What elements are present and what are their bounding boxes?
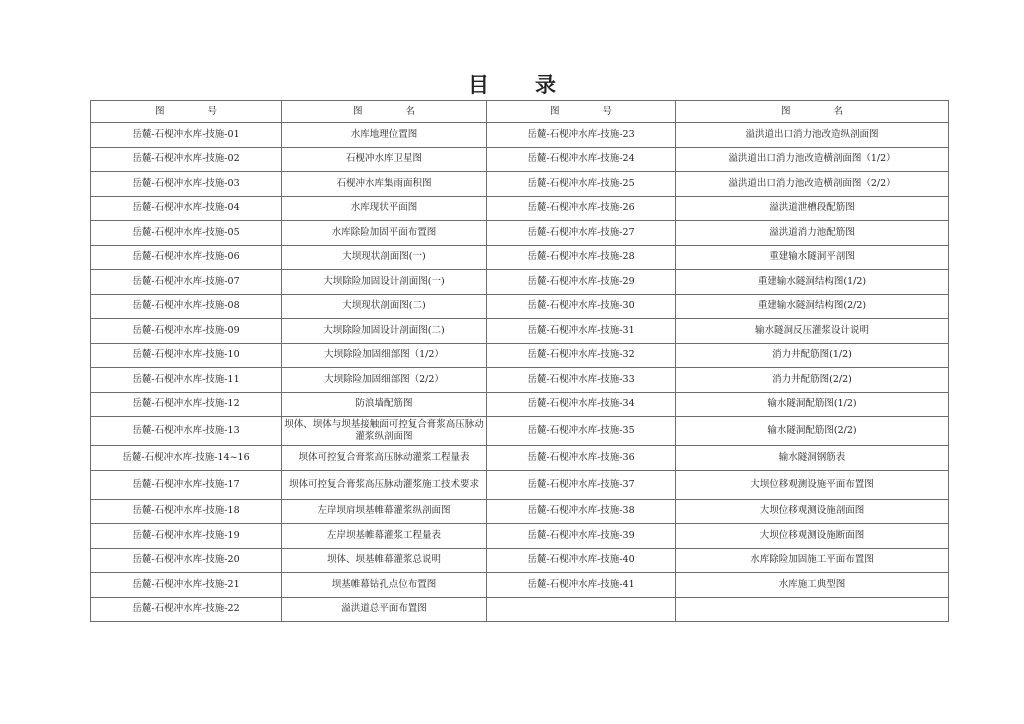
drawing-name-cell: 溢洪道总平面布置图: [282, 597, 487, 622]
drawing-name-cell: 防浪墙配筋图: [282, 392, 487, 417]
table-row: [91, 270, 949, 295]
drawing-name-cell: [676, 597, 949, 622]
header-drawing-name-left: 图 名: [282, 101, 487, 123]
drawing-number-cell: 岳麓-石枧冲水库-技施-30: [487, 294, 676, 319]
drawing-number-cell: 岳麓-石枧冲水库-技施-34: [487, 392, 676, 417]
drawing-name-cell: 水库除险加固施工平面布置图: [676, 548, 949, 573]
table-row: [91, 245, 949, 270]
table-row: [91, 343, 949, 368]
table-row: [91, 524, 949, 549]
drawing-name-cell: 大坝除险加固设计剖面图(二): [282, 319, 487, 344]
table-row: [91, 319, 949, 344]
drawing-number-cell: 岳麓-石枧冲水库-技施-03: [91, 172, 282, 197]
drawing-number-cell: 岳麓-石枧冲水库-技施-11: [91, 368, 282, 393]
drawing-number-cell: 岳麓-石枧冲水库-技施-37: [487, 470, 676, 499]
drawing-name-cell: 坝体可控复合膏浆高压脉动灌浆工程量表: [282, 446, 487, 471]
drawing-number-cell: 岳麓-石枧冲水库-技施-08: [91, 294, 282, 319]
drawing-name-cell: 坝体可控复合膏浆高压脉动灌浆施工技术要求: [282, 470, 487, 499]
drawing-name-cell: 水库施工典型图: [676, 573, 949, 598]
drawing-name-cell: 大坝现状剖面图(一): [282, 245, 487, 270]
drawing-number-cell: 岳麓-石枧冲水库-技施-39: [487, 524, 676, 549]
drawing-name-cell: 水库地理位置图: [282, 123, 487, 148]
drawing-number-cell: 岳麓-石枧冲水库-技施-23: [487, 123, 676, 148]
drawing-name-cell: 溢洪道泄槽段配筋图: [676, 196, 949, 221]
drawing-name-cell: 输水隧洞配筋图(1/2): [676, 392, 949, 417]
header-drawing-number-right: 图 号: [487, 101, 676, 123]
drawing-number-cell: 岳麓-石枧冲水库-技施-06: [91, 245, 282, 270]
table-row: [91, 446, 949, 471]
table-row: [91, 368, 949, 393]
table-header-row: [91, 101, 949, 123]
drawing-number-cell: 岳麓-石枧冲水库-技施-05: [91, 221, 282, 246]
drawing-number-cell: 岳麓-石枧冲水库-技施-40: [487, 548, 676, 573]
drawing-number-cell: 岳麓-石枧冲水库-技施-14~16: [91, 446, 282, 471]
drawing-number-cell: 岳麓-石枧冲水库-技施-25: [487, 172, 676, 197]
table-row: [91, 221, 949, 246]
drawing-number-cell: 岳麓-石枧冲水库-技施-26: [487, 196, 676, 221]
drawing-name-cell: 溢洪道出口消力池改造纵剖面图: [676, 123, 949, 148]
header-drawing-number-left: 图 号: [91, 101, 282, 123]
drawing-name-cell: 大坝位移观测设施剖面图: [676, 499, 949, 524]
drawing-name-cell: 溢洪道消力池配筋图: [676, 221, 949, 246]
drawing-number-cell: 岳麓-石枧冲水库-技施-13: [91, 417, 282, 446]
page-title: [0, 70, 1024, 100]
drawing-number-cell: 岳麓-石枧冲水库-技施-19: [91, 524, 282, 549]
drawing-name-cell: 重建输水隧洞平剖图: [676, 245, 949, 270]
drawing-number-cell: 岳麓-石枧冲水库-技施-38: [487, 499, 676, 524]
table-row: [91, 499, 949, 524]
drawing-name-cell: 水库现状平面图: [282, 196, 487, 221]
drawing-name-cell: 大坝除险加固细部图（2/2）: [282, 368, 487, 393]
drawing-name-cell: 溢洪道出口消力池改造横剖面图（1/2）: [676, 147, 949, 172]
table-row: [91, 147, 949, 172]
drawing-name-cell: 大坝除险加固设计剖面图(一): [282, 270, 487, 295]
table-row: [91, 392, 949, 417]
drawing-name-cell: 大坝除险加固细部图（1/2）: [282, 343, 487, 368]
drawing-number-cell: 岳麓-石枧冲水库-技施-09: [91, 319, 282, 344]
drawing-number-cell: 岳麓-石枧冲水库-技施-12: [91, 392, 282, 417]
drawing-number-cell: 岳麓-石枧冲水库-技施-41: [487, 573, 676, 598]
page-title-char-2: 录: [535, 72, 556, 97]
drawing-number-cell: 岳麓-石枧冲水库-技施-32: [487, 343, 676, 368]
drawing-number-cell: 岳麓-石枧冲水库-技施-17: [91, 470, 282, 499]
drawing-name-cell: 溢洪道出口消力池改造横剖面图（2/2）: [676, 172, 949, 197]
table-row: [91, 294, 949, 319]
table-row: [91, 417, 949, 446]
drawing-name-cell: 输水隧洞钢筋表: [676, 446, 949, 471]
table-row: [91, 470, 949, 499]
drawing-number-cell: 岳麓-石枧冲水库-技施-28: [487, 245, 676, 270]
table-row: [91, 123, 949, 148]
drawing-number-cell: 岳麓-石枧冲水库-技施-01: [91, 123, 282, 148]
drawing-number-cell: 岳麓-石枧冲水库-技施-29: [487, 270, 676, 295]
drawing-name-cell: 输水隧洞反压灌浆设计说明: [676, 319, 949, 344]
drawing-name-cell: 重建输水隧洞结构图(1/2): [676, 270, 949, 295]
page-title-char-1: 目: [468, 72, 489, 97]
drawing-number-cell: 岳麓-石枧冲水库-技施-21: [91, 573, 282, 598]
drawing-name-cell: 输水隧洞配筋图(2/2): [676, 417, 949, 446]
drawing-number-cell: 岳麓-石枧冲水库-技施-36: [487, 446, 676, 471]
drawing-number-cell: 岳麓-石枧冲水库-技施-31: [487, 319, 676, 344]
drawing-name-cell: 消力井配筋图(2/2): [676, 368, 949, 393]
drawing-name-cell: 大坝现状剖面图(二): [282, 294, 487, 319]
drawing-number-cell: 岳麓-石枧冲水库-技施-33: [487, 368, 676, 393]
drawing-number-cell: 岳麓-石枧冲水库-技施-07: [91, 270, 282, 295]
drawing-name-cell: 坝体、坝体与坝基接触面可控复合膏浆高压脉动灌浆纵剖面图: [282, 417, 487, 446]
table-row: [91, 548, 949, 573]
drawing-name-cell: 大坝位移观测设施断面图: [676, 524, 949, 549]
drawing-number-cell: 岳麓-石枧冲水库-技施-24: [487, 147, 676, 172]
drawing-number-cell: 岳麓-石枧冲水库-技施-18: [91, 499, 282, 524]
drawing-number-cell: 岳麓-石枧冲水库-技施-22: [91, 597, 282, 622]
drawing-number-cell: 岳麓-石枧冲水库-技施-35: [487, 417, 676, 446]
drawing-name-cell: 左岸坝肩坝基帷幕灌浆纵剖面图: [282, 499, 487, 524]
drawing-number-cell: 岳麓-石枧冲水库-技施-02: [91, 147, 282, 172]
drawing-name-cell: 石枧冲水库卫星图: [282, 147, 487, 172]
table-row: [91, 573, 949, 598]
drawing-name-cell: 坝体、坝基帷幕灌浆总说明: [282, 548, 487, 573]
drawing-name-cell: 坝基帷幕钻孔点位布置图: [282, 573, 487, 598]
table-row: [91, 196, 949, 221]
drawing-name-cell: 大坝位移观测设施平面布置图: [676, 470, 949, 499]
drawing-name-cell: 左岸坝基帷幕灌浆工程量表: [282, 524, 487, 549]
drawing-name-cell: 石枧冲水库集雨面积图: [282, 172, 487, 197]
drawing-number-cell: 岳麓-石枧冲水库-技施-27: [487, 221, 676, 246]
drawing-index-table: [90, 100, 949, 622]
table-body: [91, 123, 949, 622]
header-drawing-name-right: 图 名: [676, 101, 949, 123]
drawing-name-cell: 水库除险加固平面布置图: [282, 221, 487, 246]
drawing-number-cell: 岳麓-石枧冲水库-技施-04: [91, 196, 282, 221]
drawing-name-cell: 重建输水隧洞结构图(2/2): [676, 294, 949, 319]
drawing-number-cell: 岳麓-石枧冲水库-技施-10: [91, 343, 282, 368]
drawing-number-cell: 岳麓-石枧冲水库-技施-20: [91, 548, 282, 573]
drawing-number-cell: [487, 597, 676, 622]
table-row: [91, 172, 949, 197]
drawing-name-cell: 消力井配筋图(1/2): [676, 343, 949, 368]
table-row: [91, 597, 949, 622]
